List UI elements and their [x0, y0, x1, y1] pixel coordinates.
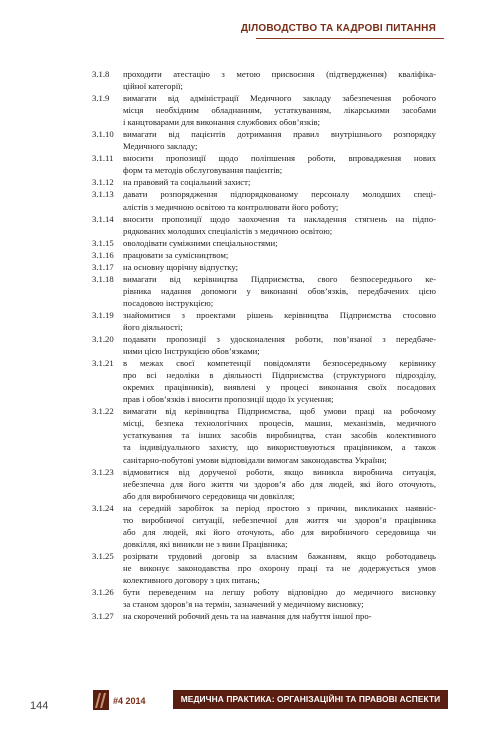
text-line: вимагати від адміністрації Медичного закладу забезпечення робочого — [123, 93, 436, 104]
item-number: 3.1.21 — [92, 358, 114, 369]
text-line: вимагати від керівництва Підприємства, щоб умови праці на робочому — [123, 406, 436, 417]
text-line: посадовою інструкцією; — [123, 297, 214, 308]
item-number: 3.1.9 — [92, 93, 110, 104]
item-text — [123, 333, 436, 357]
item-text — [123, 128, 436, 152]
list-item — [92, 261, 436, 273]
list-item — [92, 273, 436, 309]
item-text — [123, 357, 436, 405]
item-text — [123, 152, 436, 176]
item-text — [123, 273, 436, 309]
text-line: або для виробничого середовища чи довкілля; — [123, 490, 295, 501]
list-item — [92, 188, 436, 212]
journal-title: МЕДИЧНА ПРАКТИКА: ОРГАНІЗАЦІЙНІ ТА ПРАВОВІ АСПЕКТИ — [180, 694, 441, 704]
item-text — [123, 68, 436, 92]
item-number: 3.1.23 — [92, 466, 114, 477]
item-number: 3.1.25 — [92, 550, 114, 561]
list-item — [92, 610, 436, 622]
item-number: 3.1.12 — [92, 177, 114, 188]
text-line: тю виробничої ситуації, небезпечної для життя чи здоров’я працівника — [123, 514, 436, 525]
text-line: оволодівати суміжними спеціальностями; — [123, 237, 278, 248]
item-number: 3.1.10 — [92, 129, 114, 140]
item-text — [123, 213, 436, 237]
text-line: ними цією Інструкцією обов’язками; — [123, 346, 260, 357]
text-line: колективного договору з цих питань; — [123, 574, 260, 585]
list-item — [92, 502, 436, 550]
item-text — [123, 237, 436, 249]
list-item — [92, 357, 436, 405]
text-line: знайомитися з проектами рішень керівництва Підприємства стосовно — [123, 309, 436, 320]
list-item — [92, 92, 436, 128]
list-item — [92, 550, 436, 586]
text-line: окремих працівників), виявлені у процесі виконання своїх посадових — [123, 382, 436, 393]
journal-logo-icon — [93, 690, 109, 710]
page-number: 144 — [30, 700, 49, 712]
text-line: санітарно-побутові умови відповідали вимогам законодавства України; — [123, 454, 387, 465]
text-line: небезпечна для його життя чи здоров’я або для людей, які його оточують, — [123, 478, 436, 489]
text-line: ційної категорії; — [123, 81, 183, 92]
text-line: довкілля, які виникли не з вини Працівника; — [123, 538, 288, 549]
list-item — [92, 68, 436, 92]
list-item — [92, 249, 436, 261]
item-number: 3.1.14 — [92, 213, 114, 224]
item-number: 3.1.20 — [92, 334, 114, 345]
item-number: 3.1.17 — [92, 261, 114, 272]
text-line: устаткування та інших засобів виробництва, стан засобів колективного — [123, 430, 436, 441]
item-text — [123, 502, 436, 550]
item-number: 3.1.26 — [92, 587, 114, 598]
item-text — [123, 188, 436, 212]
text-line: на скорочений робочий день та на навчання для набуття іншої про- — [123, 611, 372, 622]
item-text — [123, 176, 436, 188]
text-line: бути переведеним на легшу роботу відповідно до медичного висновку — [123, 587, 436, 598]
text-line: вносити пропозиції щодо заохочення та накладення стягнень на підпо- — [123, 213, 436, 224]
text-line: місця необхідним обладнанням, устаткуванням, лікарськими засобами — [123, 105, 436, 116]
item-number: 3.1.22 — [92, 406, 114, 417]
list-item — [92, 213, 436, 237]
item-text — [123, 610, 436, 622]
list-item — [92, 176, 436, 188]
item-text — [123, 405, 436, 465]
text-line: розірвати трудовий договір за власним бажанням, якщо роботодавець — [123, 550, 436, 561]
text-line: і канцтоварами для виконання службових обов’язків; — [123, 117, 321, 128]
item-number: 3.1.16 — [92, 249, 114, 260]
text-line: вимагати від керівництва Підприємства, свого безпосереднього ке- — [123, 273, 436, 284]
item-number: 3.1.15 — [92, 237, 114, 248]
section-title: ДІЛОВОДСТВО ТА КАДРОВІ ПИТАННЯ — [240, 23, 436, 34]
text-line: проходити атестацію з метою присвоєння (підтвердження) кваліфіка- — [123, 69, 436, 79]
item-text — [123, 92, 436, 128]
item-text — [123, 249, 436, 261]
item-text — [123, 586, 436, 610]
issue-label: #4 2014 — [113, 696, 146, 706]
journal-banner — [173, 690, 448, 709]
list-item — [92, 237, 436, 249]
item-number: 3.1.13 — [92, 189, 114, 200]
item-number: 3.1.11 — [92, 153, 114, 164]
item-text — [123, 309, 436, 333]
text-line: вносити пропозиції щодо поліпшення роботи, впровадження нових — [123, 153, 436, 164]
item-number: 3.1.18 — [92, 273, 114, 284]
text-line: його діяльності; — [123, 321, 183, 332]
page-footer — [0, 690, 482, 720]
item-number: 3.1.27 — [92, 611, 114, 622]
item-text — [123, 261, 436, 273]
text-line: відмовитися від дорученої роботи, якщо виникла виробнича ситуація, — [123, 466, 436, 477]
text-line: Медичного закладу; — [123, 141, 198, 152]
text-line: про всі недоліки в діяльності Підприємства (структурного підрозділу, — [123, 370, 436, 381]
header-divider — [256, 38, 444, 39]
text-line: на середній заробіток за період простою з причин, викликаних наявніс- — [123, 502, 436, 513]
text-line: місці, безпека технологічних процесів, машин, механізмів, медичного — [123, 418, 436, 429]
list-item — [92, 586, 436, 610]
text-line: в межах своєї компетенції повідомляти безпосередньому керівнику — [123, 358, 436, 369]
item-text — [123, 550, 436, 586]
text-line: подавати пропозиції з удосконалення роботи, пов’язаної з передбаче- — [123, 334, 436, 345]
text-line: давати розпорядження підпорядкованому персоналу молодших спеці- — [123, 189, 436, 200]
text-line: працювати за сумісництвом; — [123, 249, 229, 260]
item-text — [123, 466, 436, 502]
list-item — [92, 405, 436, 465]
list-item — [92, 152, 436, 176]
text-line: вимагати від пацієнтів дотримання правил внутрішнього розпорядку — [123, 129, 436, 140]
text-line: за станом здоров’я на термін, зазначений у медичному висновку; — [123, 599, 364, 610]
text-line: на основну щорічну відпустку; — [123, 261, 238, 272]
text-line: не виконує законодавства про охорону праці та не додержується умов — [123, 562, 436, 573]
text-line: рядкованих молодших спеціалістів з медичною освітою; — [123, 225, 333, 236]
item-number: 3.1.24 — [92, 502, 114, 513]
list-item — [92, 466, 436, 502]
item-number: 3.1.19 — [92, 309, 114, 320]
text-line: форм та методів обслуговування пацієнтів; — [123, 165, 283, 176]
text-line: та індивідуального захисту, що використовуються працівником, а також — [123, 442, 436, 453]
instruction-list — [92, 68, 436, 622]
page-header — [0, 0, 482, 40]
text-line: алістів з медичною освітою та контролювати його роботу; — [123, 201, 339, 212]
item-number: 3.1.8 — [92, 69, 110, 79]
text-line: прав і обов’язків і вносити пропозиції щодо їх усунення; — [123, 394, 334, 405]
text-line: на правовий та соціальний захист; — [123, 177, 251, 188]
list-item — [92, 309, 436, 333]
list-item — [92, 333, 436, 357]
list-item — [92, 128, 436, 152]
text-line: або для людей, які його оточують, або для виробничого середовища чи — [123, 526, 436, 537]
text-line: рівника надання допомоги у виконанні обов’язків, передбачених цією — [123, 285, 436, 296]
